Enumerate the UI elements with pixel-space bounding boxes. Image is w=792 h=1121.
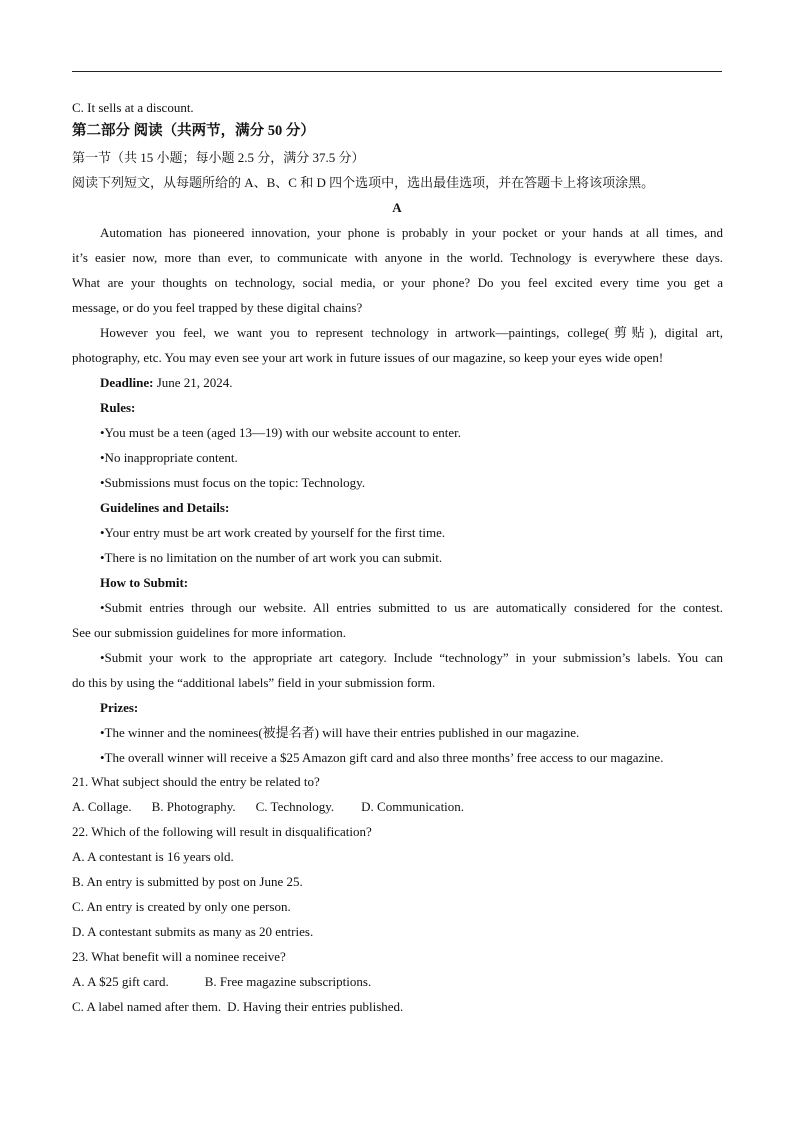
- option-d: D. A contestant submits as many as 20 entries.: [72, 924, 314, 939]
- part-title: 第二部分 阅读（共两节，满分 50 分）: [72, 123, 315, 139]
- question-22-stem: 22. Which of the following will result in disqualification?: [72, 824, 372, 839]
- prizes-heading: Prizes:: [100, 700, 139, 715]
- guideline-item: •Your entry must be art work created by yourself for the first time.: [100, 525, 446, 540]
- question-23-options-row-2: [72, 998, 403, 1015]
- passage-label: A: [392, 200, 402, 215]
- option-b: B. Photography.: [151, 799, 236, 814]
- question-23-stem: 23. What benefit will a nominee receive?: [72, 949, 286, 964]
- header-rule: [72, 71, 722, 72]
- submit-item-2-line-1: •Submit your work to the appropriate art category. Include “technology” in your submission’s labels. You can: [100, 650, 723, 665]
- deadline-label: Deadline:: [100, 375, 154, 390]
- rule-item: •Submissions must focus on the topic: Technology.: [100, 475, 366, 490]
- guideline-item: •There is no limitation on the number of art work you can submit.: [100, 550, 443, 565]
- deadline-value: June 21, 2024.: [153, 375, 233, 390]
- paragraph-2-line-1: However you feel, we want you to represent technology in artwork—paintings, college(剪贴), digital art,: [100, 325, 723, 340]
- question-21-stem: 21. What subject should the entry be related to?: [72, 774, 320, 789]
- rule-item: •No inappropriate content.: [100, 450, 238, 465]
- option-b: B. An entry is submitted by post on June 25.: [72, 874, 303, 889]
- option-d: D. Having their entries published.: [227, 999, 404, 1014]
- option-a: A. Collage.: [72, 799, 132, 814]
- paragraph-1-line-1: Automation has pioneered innovation, your phone is probably in your pocket or your hands at all times, and: [100, 225, 723, 240]
- how-to-submit-heading: How to Submit:: [100, 575, 189, 590]
- question-21-options: [72, 798, 464, 815]
- guidelines-heading: Guidelines and Details:: [100, 500, 230, 515]
- submit-item-1-line-1: •Submit entries through our website. All entries submitted to us are automatically considered for the contest.: [100, 600, 723, 615]
- deadline-line: [100, 374, 233, 391]
- option-a: A. A $25 gift card.: [72, 974, 169, 989]
- option-b: B. Free magazine subscriptions.: [204, 974, 372, 989]
- paragraph-1-line-3: What are your thoughts on technology, social media, or your phone? Do you feel excited every time you get a: [72, 275, 723, 290]
- rule-item: •You must be a teen (aged 13—19) with our website account to enter.: [100, 425, 462, 440]
- paragraph-1-line-2: it’s easier now, more than ever, to communicate with anyone in the world. Technology is everywhere these days.: [72, 250, 723, 265]
- rules-heading: Rules:: [100, 400, 136, 415]
- instructions: 阅读下列短文，从每题所给的 A、B、C 和 D 四个选项中，选出最佳选项，并在答题卡上将该项涂黑。: [72, 175, 655, 190]
- option-c: C. An entry is created by only one person.: [72, 899, 291, 914]
- section-info: 第一节（共 15 小题；每小题 2.5 分，满分 37.5 分）: [72, 150, 365, 165]
- option-c: C. A label named after them.: [72, 999, 222, 1014]
- question-23-options-row-1: [72, 973, 371, 990]
- option-c: C. Technology.: [255, 799, 335, 814]
- submit-item-1-line-2: See our submission guidelines for more information.: [72, 625, 347, 640]
- submit-item-2-line-2: do this by using the “additional labels” field in your submission form.: [72, 675, 436, 690]
- option-a: A. A contestant is 16 years old.: [72, 849, 234, 864]
- option-d: D. Communication.: [361, 799, 465, 814]
- paragraph-2-line-2: photography, etc. You may even see your art work in future issues of our magazine, so keep your eyes wide open!: [72, 350, 664, 365]
- prize-item: •The winner and the nominees(被提名者) will have their entries published in our magazine.: [100, 725, 580, 740]
- paragraph-1-line-4: message, or do you feel trapped by these digital chains?: [72, 300, 363, 315]
- previous-option-c: C. It sells at a discount.: [72, 100, 194, 115]
- prize-item: •The overall winner will receive a $25 Amazon gift card and also three months’ free access to our magazine.: [100, 750, 664, 765]
